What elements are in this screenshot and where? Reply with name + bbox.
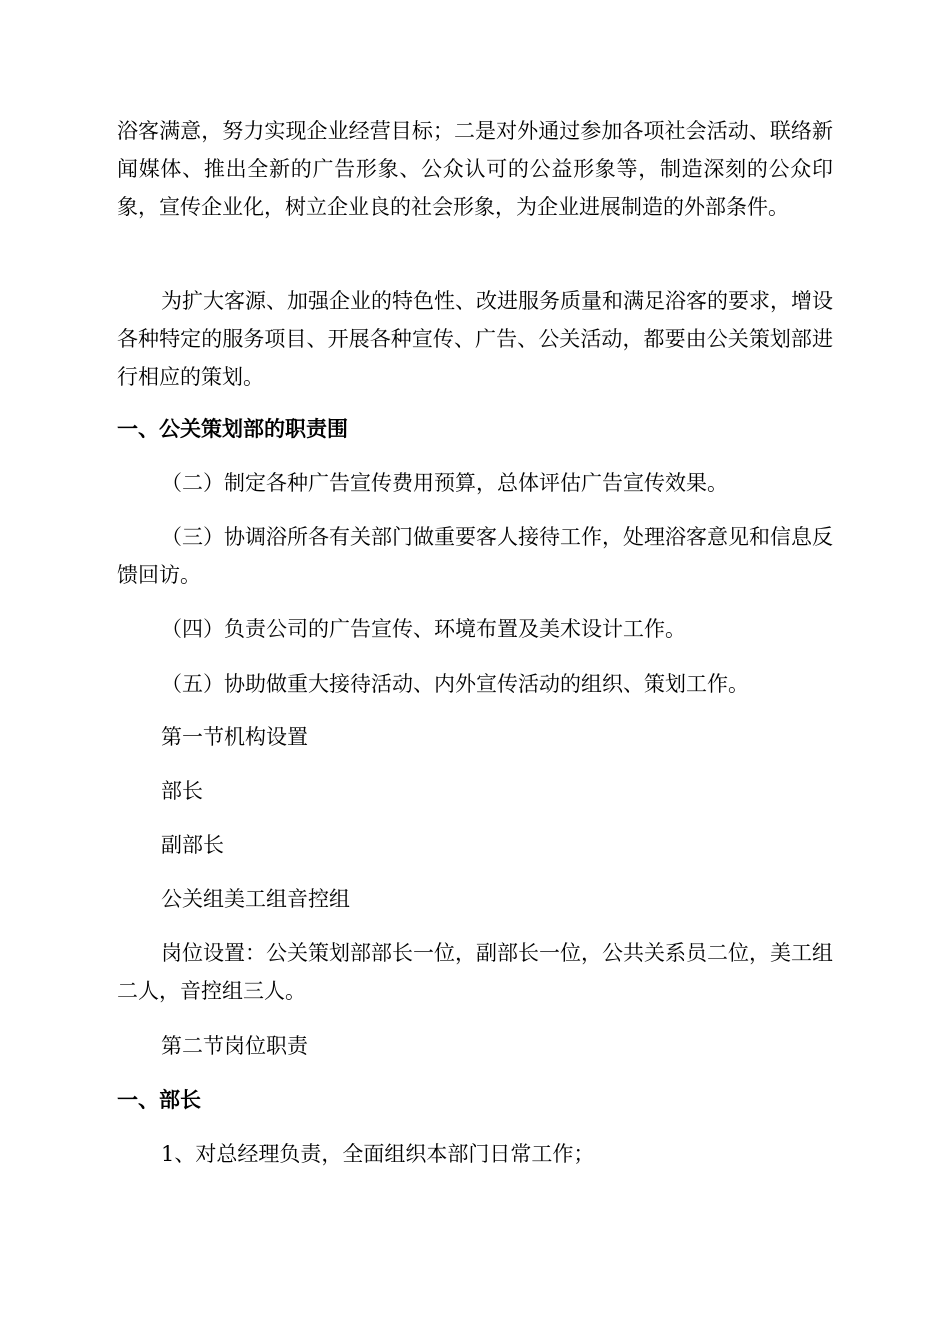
list-item-budget: （二）制定各种广告宣传费用预算，总体评估广告宣传效果。 [161, 471, 728, 495]
subsection-title-organization: 第一节机构设置 [161, 725, 308, 749]
org-item-vice-minister: 副部长 [161, 833, 224, 857]
org-item-groups: 公关组美工组音控组 [161, 887, 350, 911]
list-item-coordination: （三）协调浴所各有关部门做重要客人接待工作，处理浴客意见和信息反馈回访。 [117, 525, 833, 587]
list-item-duty-1: 1、对总经理负责，全面组织本部门日常工作； [161, 1142, 595, 1166]
section-heading-responsibilities: 一、公关策划部的职责围 [117, 416, 348, 441]
paragraph-external-image: 浴客满意，努力实现企业经营目标；二是对外通过参加各项社会活动、联络新闻媒体、推出全新的广告形象、公众认可的公益形象等，制造深刻的公众印象，宣传企业化，树立企业良的社会形象，为企业进展制造的外部条件。 [117, 119, 833, 219]
paragraph-expand-customers: 为扩大客源、加强企业的特色性、改进服务质量和满足浴客的要求，增设各种特定的服务项目、开展各种宣传、广告、公关活动，都要由公关策划部进行相应的策划。 [117, 289, 833, 389]
org-item-minister: 部长 [161, 779, 203, 803]
section-heading-minister: 一、部长 [117, 1087, 201, 1112]
list-item-reception: （五）协助做重大接待活动、内外宣传活动的组织、策划工作。 [161, 672, 749, 696]
paragraph-post-settings: 岗位设置：公关策划部部长一位，副部长一位，公共关系员二位，美工组二人，音控组三人。 [117, 941, 833, 1003]
list-item-advertising: （四）负责公司的广告宣传、环境布置及美术设计工作。 [161, 617, 686, 641]
subsection-title-duties: 第二节岗位职责 [161, 1034, 308, 1058]
